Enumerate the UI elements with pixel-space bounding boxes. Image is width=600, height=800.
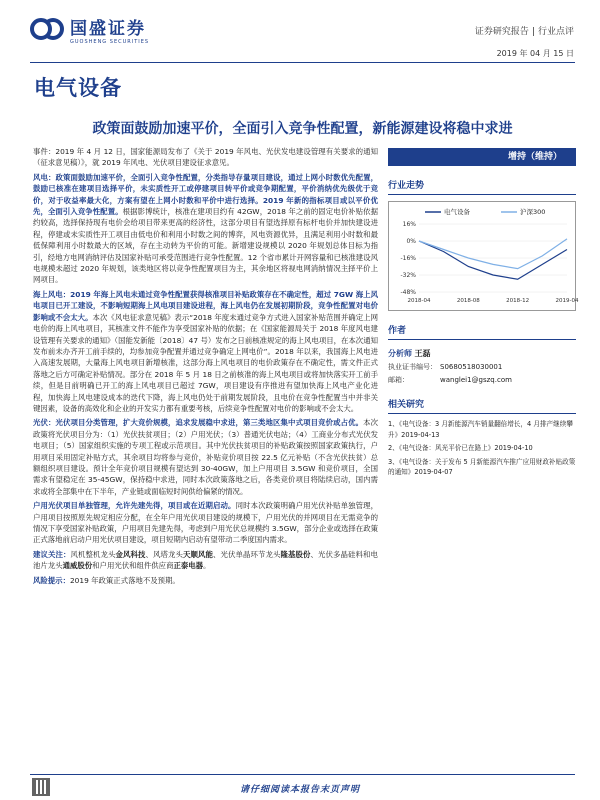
x-tick-label: 2018-12	[506, 298, 530, 304]
suggest-text-3: 、光伏单晶环节龙头	[213, 549, 281, 559]
pv-highlight: 光伏：光伏项目分类管理，扩大竞价规模，追求发展稳中求进，第三类地区集中式项目竞价或占优。	[33, 418, 364, 428]
pv-text: 本次政策将光伏项目分为：（1）光伏扶贫项目；（2）户用光伏；（3）普通光伏电站；（4）工商业分布式光伏发电项目；（5）国家组织实施的专项工程或示范项目。其中光伏扶贫项目的补贴政策按照国家政策执行，户用项目采用固定补贴方式，其余项目均将参与竞价，补贴竞价项目按 22.5 亿元补贴（不含光伏扶贫）总额组织项目建设。预计全年竞价项目规模有望达到 30-40GW，加上户用项目 3.5GW 和竞价项目，全国需求有望稳定在 35-45GW，保持稳中求进，同时本次政策落地之后，各类竞价项目将陆续启动，国内需求或将全部集中在下半年，产业链或面临短时间供给偏紧的情况。	[33, 418, 378, 496]
stock-2: 天顺风能	[183, 549, 213, 559]
series-line-industry	[419, 241, 567, 279]
offshore-text: 本次《风电征求意见稿》表示“2018 年度未通过竞争方式进入国家补贴范围并确定上网电价的海上风电项目，其核准文件不能作为享受国家补贴的依据；在《国家能源局关于 2018 年度风电建设管理有关要求的通知》（国能发新能〔2018〕47 号）发布之日前核准规定的海上风电项目，在本次通知发布前未办齐开工前手续的，均参加竞争配置并通过竞争确定上网电价”。2018 年以来，我国海上风电进入高速发展期，大量海上风电项目新增核准，这部分海上风电项目的电价政策存在不确定性，需文件正式落地之后方可确定补贴情况。部分在 2018 年 5 月 18 日之前核准的海上风电项目或将加快落实开工前手续，但是目前明确已开工的海上风电项目已超过 7GW，项目建设有序推进有望加快海上风电产业化进程，加快海上风电建设成本的迭代下降，海上风电仍处于前期发展阶段，且电价在竞争性配置当中并非关键因素，设备的高效化和企业的开发实力都有重要考核，后续竞争性配置对电价的影响或不会太大。	[33, 312, 378, 413]
offshore-highlight: 海上风电：2019 年海上风电未通过竞争性配置获得核准项目补贴政策存在不确定性，超过 7GW 海上风电项目已开工建设，不影响短期海上风电项目建设进程，海上风电仍在发展初期阶段，竞争性配置对电价影响或不会太大。	[33, 289, 378, 322]
author-heading: 作者	[388, 323, 576, 340]
risk-label: 风险提示：	[33, 575, 70, 585]
email-link[interactable]: wanglei1@gszq.com	[440, 376, 512, 384]
series-line-index	[419, 239, 567, 269]
page-footer	[0, 770, 600, 800]
related-item[interactable]: 2、《电气设备：风光平价已在路上》2019-04-10	[388, 444, 533, 452]
y-tick-label: 0%	[406, 238, 416, 245]
suggest-end: 。	[203, 561, 211, 571]
paragraph-pv	[33, 417, 378, 497]
related-heading: 相关研究	[388, 397, 576, 414]
legend-label: 沪深300	[520, 208, 546, 216]
suggest-label: 建议关注：	[33, 549, 71, 559]
logo-cn: 国盛证券	[70, 19, 146, 39]
paragraph-suggest	[33, 549, 378, 572]
legend-label: 电气设备	[444, 208, 470, 216]
email-row	[388, 375, 576, 385]
household-highlight: 户用光伏项目单独管理，允许先建先得，项目或在近期启动。	[33, 501, 236, 511]
trend-chart-svg	[389, 202, 579, 310]
main-body	[33, 146, 378, 589]
report-type-main: 证券研究报告	[474, 27, 529, 37]
suggest-text-5: 和户用光伏和组件供应商	[92, 561, 174, 571]
wind-highlight: 风电：政策面鼓励加速平价，全面引入竞争性配置，分类指导存量项目建设，通过上网小时数优先配置，鼓励已核准在建项目选择平价，未实质性开工或停建项目转平价或竞争期配置，平价消纳优先级优于竞价，对于收益率最大化，方案有望在上网小时数和平价中进行选择。2019 年新的指标项目或以平价优先，全面引入竞争性配置。	[33, 172, 378, 217]
cert-row	[388, 362, 576, 372]
y-tick-label: -16%	[400, 255, 416, 262]
stock-5: 正泰电器	[173, 561, 204, 571]
household-text: 同时本次政策明确户用光伏补贴单独管理，户用项目按照原先规定相应分配，在全年户用光伏项目建设的规模下，户用光伏的并网项目在无需竞争的情况下享受国家补贴政策，户用项目先建先得，考虑到户用光伏总规模约 3.5GW，部分企业或选择在政策正式落地前启动户用光伏项目建设，项目短期内启动有望带动二季度国内需求。	[33, 501, 378, 545]
related-item[interactable]: 3、《电气设备：关于发布 5 月新能源汽车推广应用财政补贴政策的通知》2019-04-07	[388, 457, 576, 476]
suggest-text-2: 、风塔龙头	[145, 549, 183, 559]
wind-text: 根据影博统计，核准在建项目约有 42GW，2018 年之前的固定电价补贴依据约较高，选择保持现有电价会给项目带来更高的经济性，这部分项目有望选择原有标杆电价并加快建设进程，停建或未实质性开工项目由低电价和利用小时数之间的博弈，风电资源优异，且满足利用小时数和最低保障利用小时数最大的区域，存在主动转为平价的可能。新增建设规模以 2020 年规划总体目标为指引，经地方电网消纳评估及国家补贴可承受范围进行竞争性配置。12 个省市累计开网容量和已核准建设风电规模未超过 2020 年规划，该类地区将以竞争性配置项目为主，其余地区将视电网消纳情况主择平价上网项目。	[33, 207, 378, 285]
footer-divider	[30, 774, 575, 775]
stock-3: 隆基股份	[280, 549, 311, 559]
report-type-sub: 行业点评	[537, 27, 574, 37]
y-tick-label: -48%	[400, 289, 416, 296]
sidebar	[388, 148, 579, 481]
paragraph-offshore	[33, 289, 378, 414]
logo-icon	[30, 16, 64, 44]
paragraph-risk	[33, 575, 378, 586]
x-tick-label: 2018-08	[456, 298, 480, 304]
report-date: 2019 年 04 月 15 日	[496, 49, 574, 58]
paragraph-wind	[33, 172, 378, 286]
logo-en: GUOSHENG SECURITIES	[70, 39, 150, 45]
paragraph-household-pv	[33, 500, 378, 546]
stock-4: 通威股份	[62, 561, 93, 571]
cert-number: S0680518030001	[440, 363, 503, 371]
related-list	[388, 419, 576, 478]
email-label: 邮箱：	[388, 376, 409, 384]
paragraph-event: 事件：2019 年 4 月 12 日，国家能源局发布了《关于 2019 年风电、光伏发电建设管理有关要求的通知（征求意见稿）》，就 2019 年风电、光伏项目建设征求意见。	[33, 147, 378, 168]
industry-name: 电气设备	[34, 76, 122, 100]
rating-badge: 增持（维持）	[388, 148, 576, 166]
footer-disclaimer: 请仔细阅读本报告末页声明	[239, 785, 360, 795]
x-tick-label: 2019-04	[555, 298, 579, 304]
analyst-name: 王磊	[414, 349, 431, 358]
y-tick-label: -32%	[400, 272, 416, 279]
page-header	[0, 0, 600, 60]
risk-text: 2019 年政策正式落地不及预期。	[69, 575, 180, 585]
trend-chart	[388, 201, 579, 311]
y-tick-label: 16%	[402, 221, 416, 228]
related-item[interactable]: 1、《电气设备：3 月新能源汽车销量翻倍增长，4 月排产继续攀升》2019-04-13	[388, 420, 573, 439]
report-title: 政策面鼓励加速平价，全面引入竞争性配置，新能源建设将稳中求进	[92, 121, 513, 137]
cert-label: 执业证书编号：	[388, 363, 437, 371]
suggest-text-1: 风机整机龙头	[70, 549, 116, 559]
suggest-text-4: 、光伏多晶硅料和电池片龙头	[33, 549, 378, 571]
analyst	[388, 348, 576, 359]
company-logo	[30, 14, 149, 45]
trend-heading: 行业走势	[388, 178, 576, 195]
x-tick-label: 2018-04	[407, 298, 431, 304]
header-divider	[30, 62, 575, 63]
report-type: 证券研究报告 | 行业点评	[474, 27, 574, 37]
stock-1: 金风科技	[115, 549, 146, 559]
analyst-label: 分析师	[388, 349, 412, 358]
